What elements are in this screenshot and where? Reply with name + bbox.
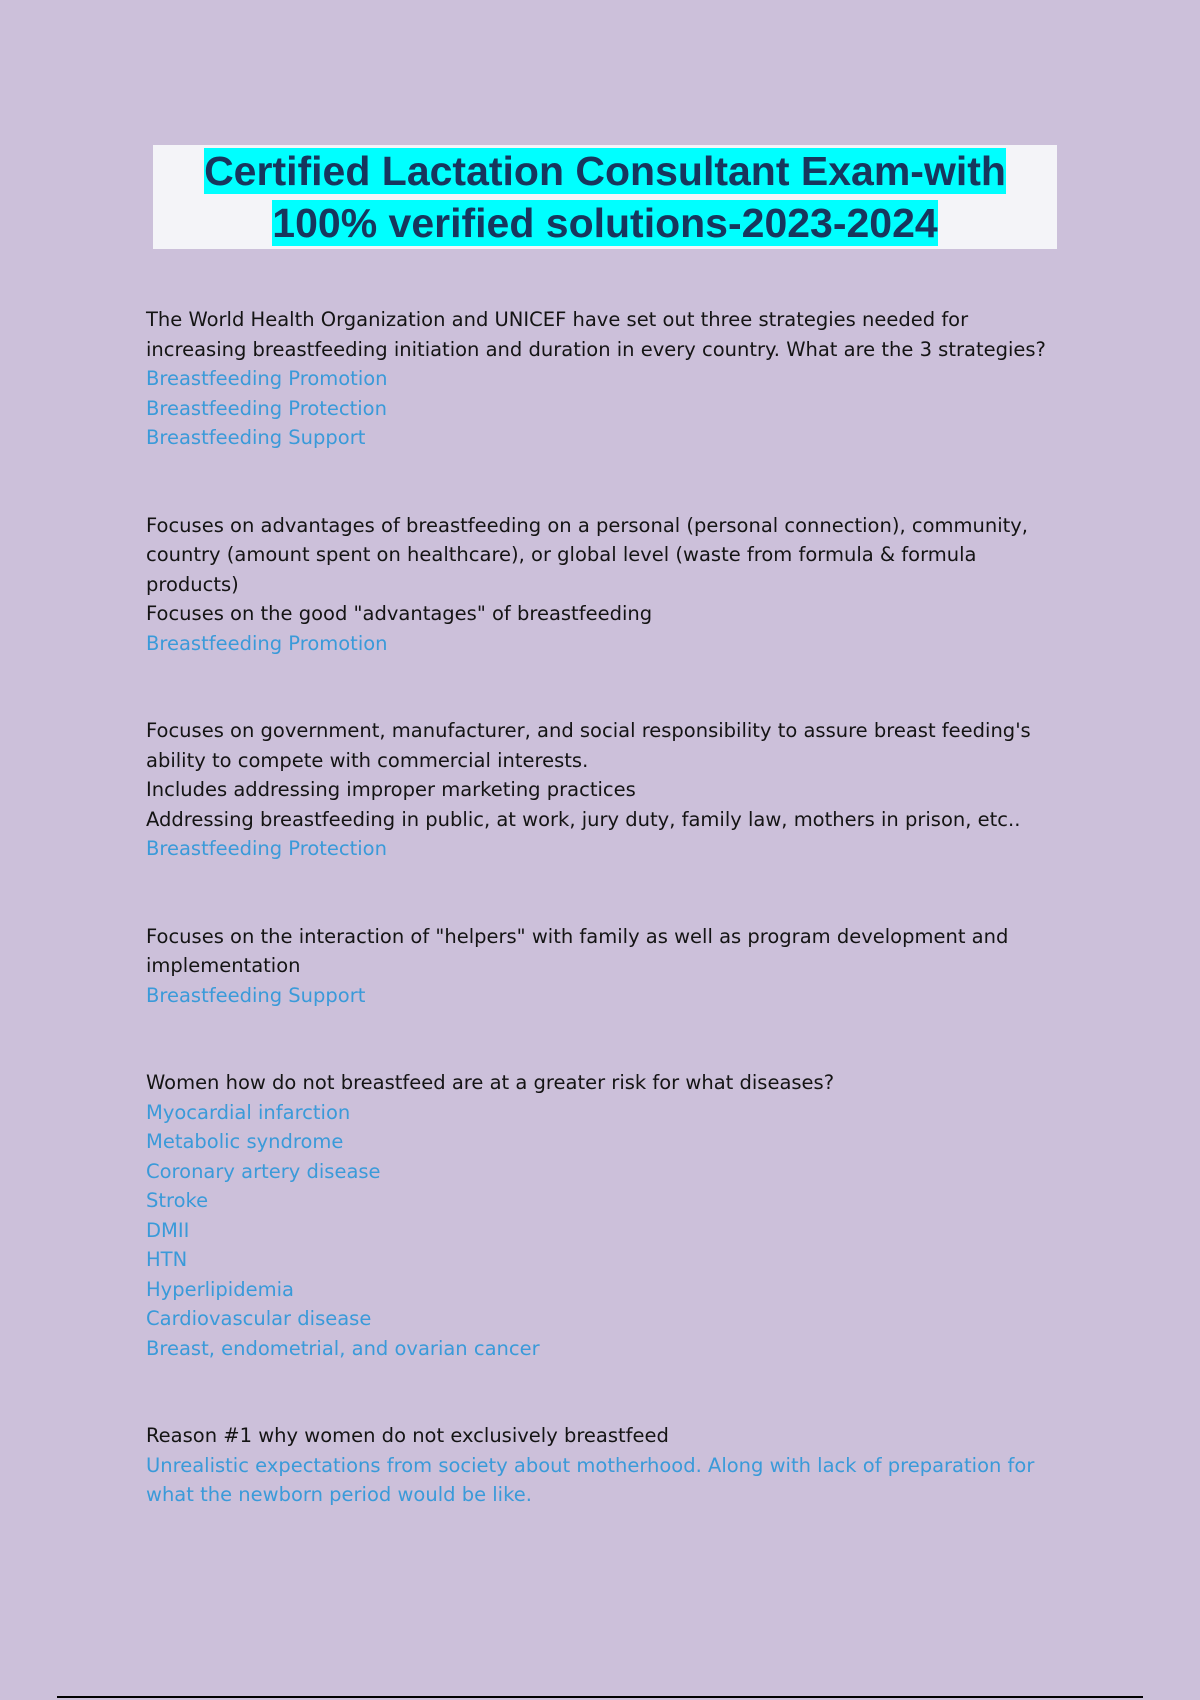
answer-text: Myocardial infarction <box>146 1100 351 1124</box>
answer-text: Breast, endometrial, and ovarian cancer <box>146 1336 540 1360</box>
answer-text: Stroke <box>146 1189 209 1212</box>
qa-item <box>146 511 1066 659</box>
answer-text: Breastfeeding Support <box>146 426 366 449</box>
question-text: The World Health Organization and UNICEF have set out three strategies needed for increasing breastfeeding initiation and duration in every country. What are the 3 strategies? <box>146 308 1046 361</box>
question-text: Women how do not breastfeed are at a greater risk for what diseases? <box>146 1071 835 1094</box>
answer-text: Breastfeeding Protection <box>146 837 387 860</box>
question-text: Focuses on government, manufacturer, and social responsibility to assure breast feeding's ability to compete with commercial interests. Includes addressing improper marketing practices Addressing breastfeeding in public, at work, jury duty, family law, mothers in prison, etc.. <box>146 719 1031 831</box>
answer-text: Cardiovascular disease <box>146 1307 372 1330</box>
qa-item <box>146 716 1066 864</box>
title-line-1: Certified Lactation Consultant Exam-with <box>204 148 1006 194</box>
answer-text: Hyperlipidemia <box>146 1277 294 1301</box>
page-divider <box>57 1696 1143 1698</box>
answer-text: Breastfeeding Support <box>146 983 366 1007</box>
question-text: Reason #1 why women do not exclusively breastfeed <box>146 1424 669 1447</box>
title-line-2: 100% verified solutions-2023-2024 <box>272 200 938 246</box>
qa-item <box>146 305 1066 453</box>
qa-item <box>146 922 1066 1011</box>
answer-text: DMII <box>146 1218 190 1242</box>
qa-item <box>146 1421 1066 1510</box>
answer-text: Breastfeeding Promotion <box>146 631 388 655</box>
answer-text: HTN <box>146 1248 188 1271</box>
question-text: Focuses on advantages of breastfeeding on a personal (personal connection), community, country (amount spent on healthcare), or global level (waste from formula & formula products) Focuses on the good "advantages" of breastfeeding <box>146 513 1029 625</box>
answer-text: Breastfeeding Promotion <box>146 367 388 390</box>
answer-text: Coronary artery disease <box>146 1159 381 1183</box>
qa-content <box>146 305 1066 1510</box>
document-title <box>153 145 1057 249</box>
answer-text: Unrealistic expectations from society about motherhood. Along with lack of preparation for what the newborn period would be like. <box>146 1453 1035 1506</box>
answer-text: Breastfeeding Protection <box>146 396 387 420</box>
qa-item <box>146 1068 1066 1363</box>
answer-text: Metabolic syndrome <box>146 1130 344 1153</box>
question-text: Focuses on the interaction of "helpers" with family as well as program development and implementation <box>146 924 1009 977</box>
